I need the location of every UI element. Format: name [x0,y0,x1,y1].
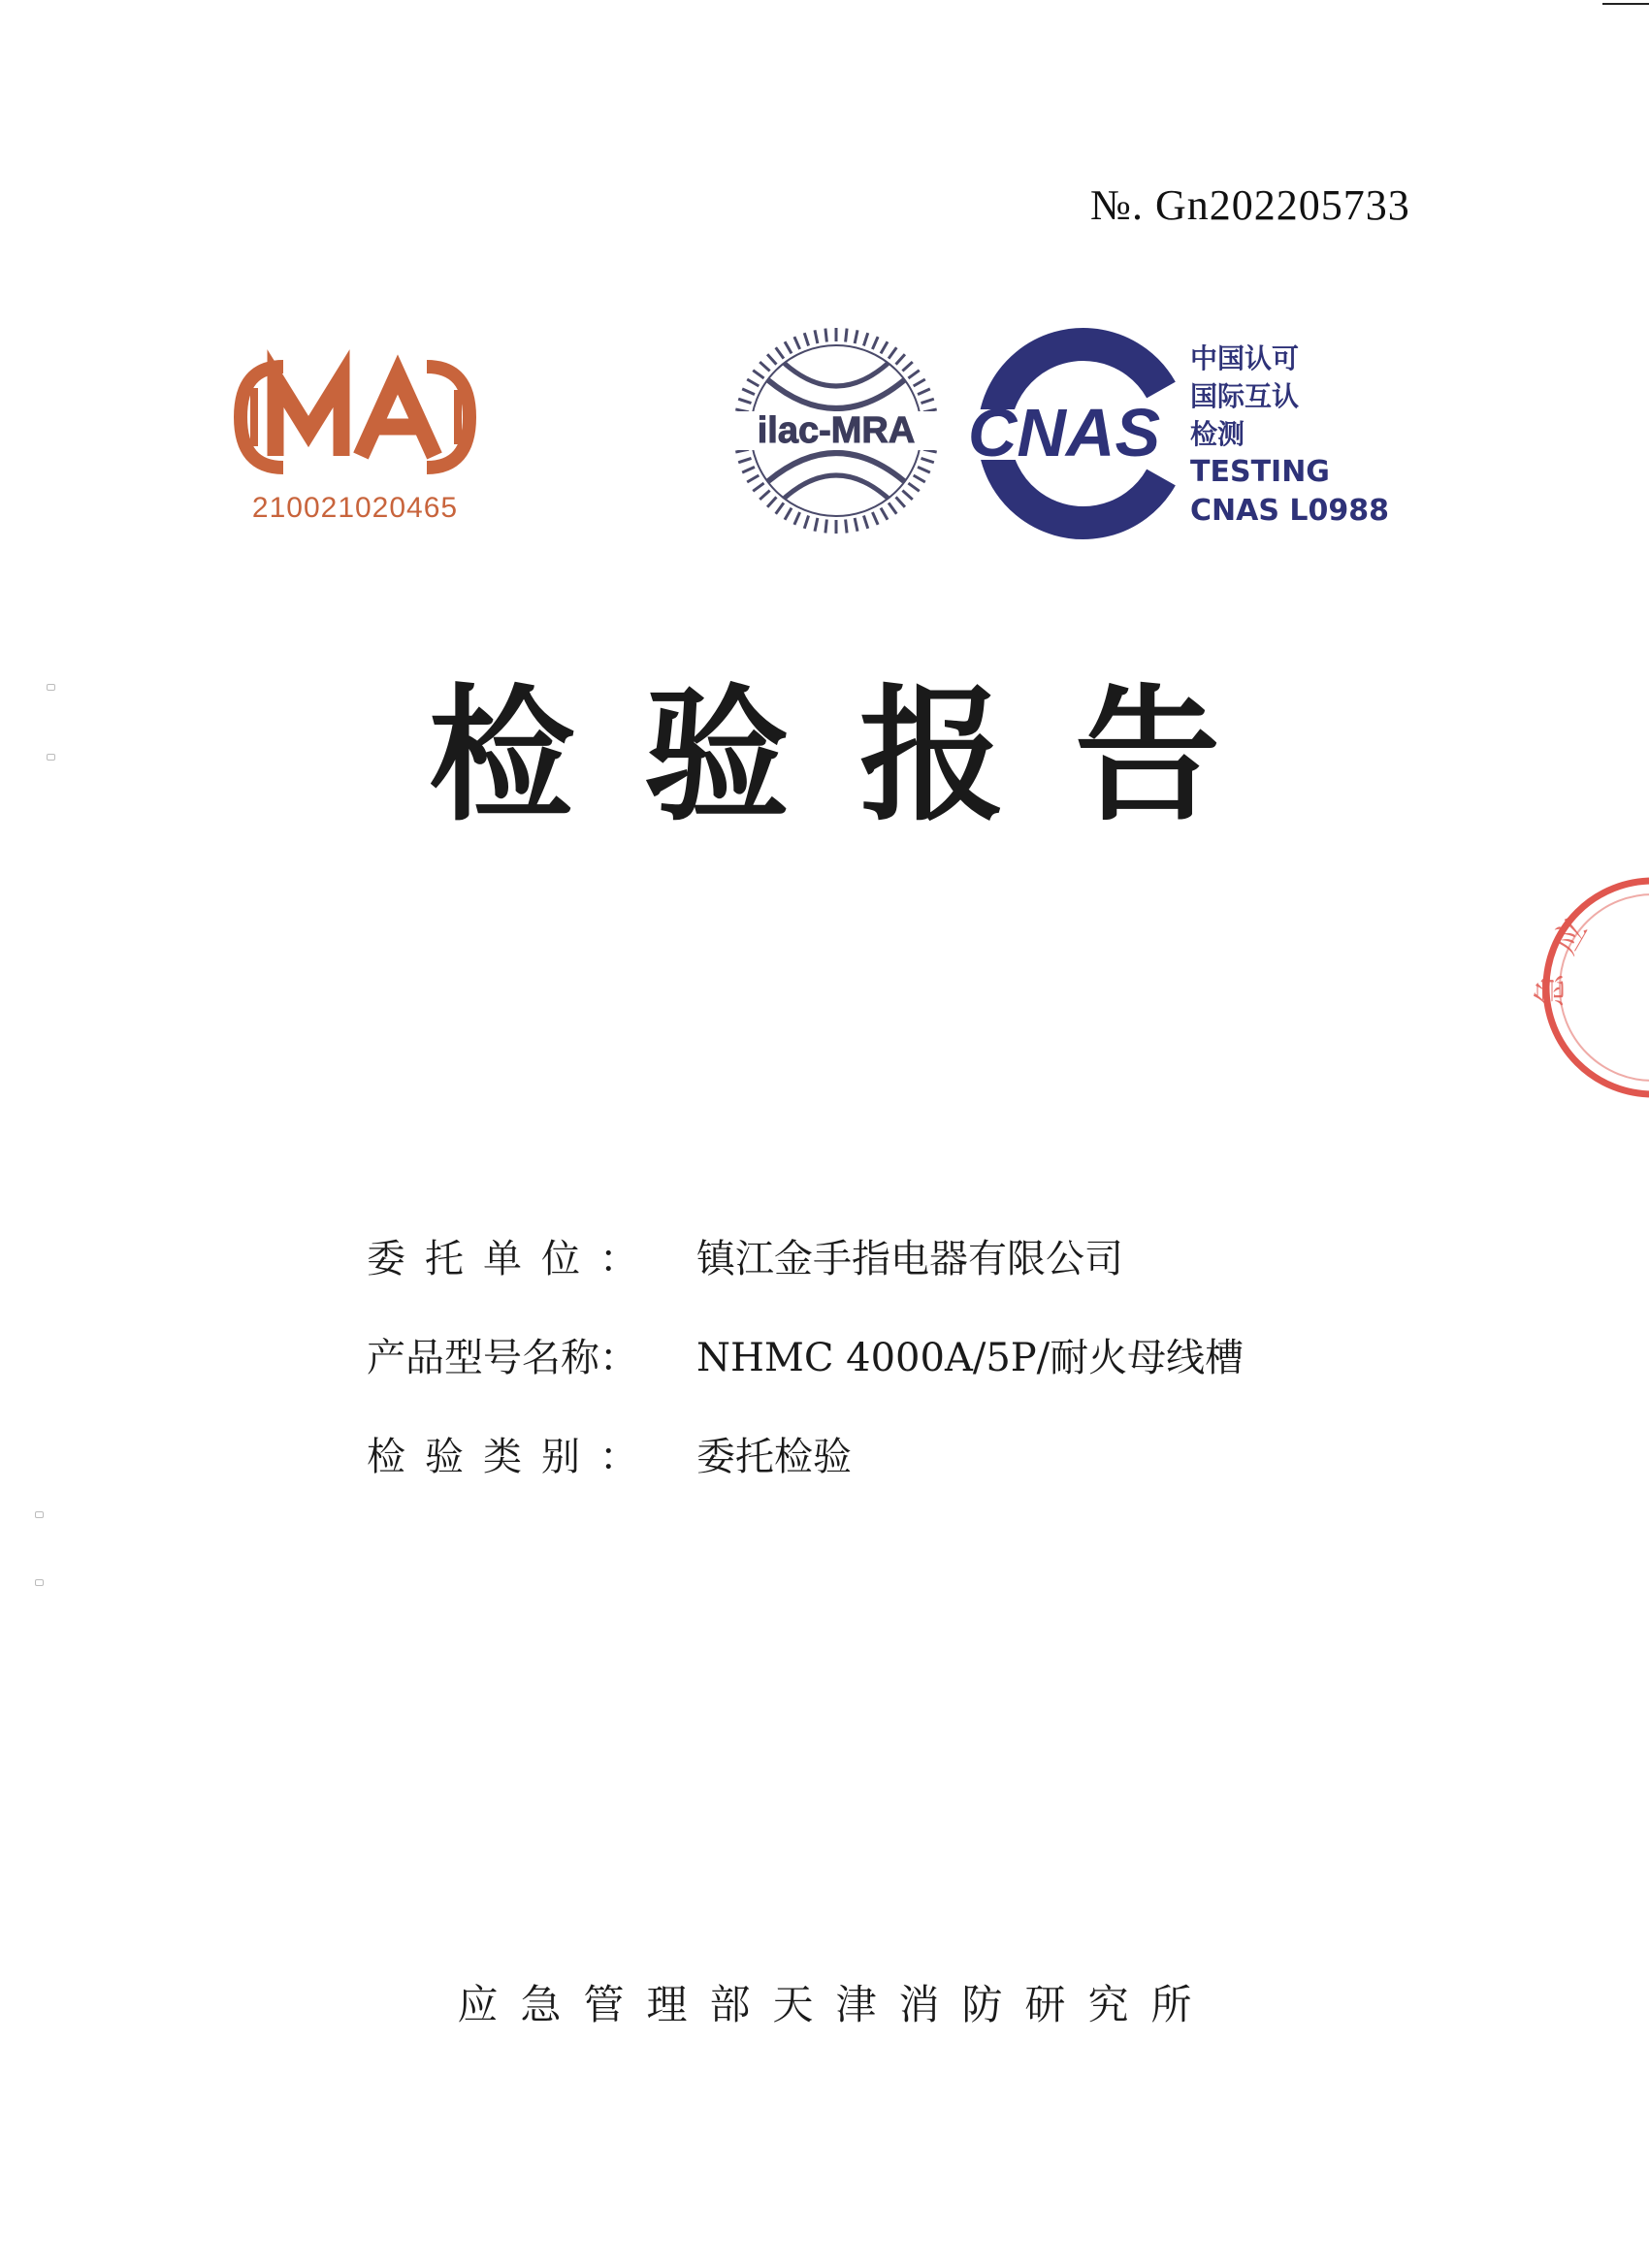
cnas-line: 中国认可 [1190,342,1300,374]
ilac-ray [846,519,847,533]
ilac-ray [872,337,878,349]
ilac-ray [747,379,759,386]
ilac-ray [914,379,925,386]
ilac-ray [918,389,930,395]
ilac-ray [776,347,784,358]
ilac-ray [908,483,919,491]
ilac-ray [785,508,792,520]
ilac-ray [921,458,933,462]
ilac-ray [738,399,751,403]
ilac-ray [742,389,755,395]
ilac-ray [914,475,925,482]
scan-edge-mark [1602,3,1649,5]
ilac-ray [846,329,847,342]
cnas-logo [953,341,1176,526]
ilac-ray [863,333,867,345]
field-label: 产品型号名称： [367,1336,638,1380]
ilac-ray [863,515,867,528]
ilac-ray [753,483,763,491]
ilac-ray [815,330,818,343]
report-title: 检验报告 [428,672,1290,841]
cma-number: 210021020465 [251,492,459,524]
field-value: NHMC 4000A/5P/耐火母线槽 [696,1336,1245,1380]
cnas-line: TESTING [1190,455,1330,489]
ilac-ray [738,458,751,462]
ilac-ray [776,502,784,513]
ilac-ray [825,519,826,533]
cnas-line: 检测 [1190,418,1245,450]
ilac-ray [742,467,755,472]
cma-mark-icon [233,349,477,485]
ilac-ray [889,502,896,513]
ilac-ray [767,497,776,506]
issuing-organization: 应急管理部天津消防研究所 [457,1981,1214,2028]
ilac-ray [825,329,826,342]
binding-mark [35,1511,44,1518]
ilac-ray [896,497,905,506]
ilac-ray [760,362,769,371]
field-label: 委托单位： [367,1237,658,1281]
svg-text:应: 应 [1545,913,1596,961]
ilac-ray [794,512,800,525]
ilac-ray [815,518,818,532]
ilac-ray [785,341,792,353]
ilac-ray [881,341,888,353]
ilac-ray [889,347,896,358]
ilac-globe-icon [729,320,943,541]
cnas-label: CNAS [967,395,1161,470]
ilac-ray [902,491,912,500]
ilac-ray [794,337,800,349]
ilac-ray [908,371,919,378]
cnas-mark-icon [953,341,1176,526]
ilac-ray [918,467,930,472]
ilac-ray [902,362,912,371]
seal-stamp-icon [1532,871,1649,1104]
ilac-ray [921,399,933,403]
ilac-ray [804,333,808,345]
ilac-ray [753,371,763,378]
ilac-label: ilac-MRA [757,410,916,451]
ilac-ray [767,354,776,364]
ilac-ray [760,491,769,500]
binding-mark [35,1579,44,1586]
binding-mark [47,754,55,761]
ilac-mra-logo [729,320,943,541]
report-number: №. Gn202205733 [1090,181,1410,229]
field-value: 委托检验 [696,1435,852,1479]
ilac-ray [855,330,857,343]
ilac-ray [804,515,808,528]
cnas-accreditation-text [1190,340,1389,531]
field-label: 检验类别： [367,1435,658,1479]
ilac-ray [747,475,759,482]
cnas-line: 国际互认 [1190,380,1300,412]
ilac-ray [896,354,905,364]
field-value: 镇江金手指电器有限公司 [696,1237,1123,1281]
ilac-ray [881,508,888,520]
binding-mark [47,684,55,691]
cnas-line: CNAS L0988 [1190,494,1390,528]
ilac-ray [872,512,878,525]
svg-text:急: 急 [1532,974,1570,1007]
ilac-ray [855,518,857,532]
cma-logo [233,349,477,524]
